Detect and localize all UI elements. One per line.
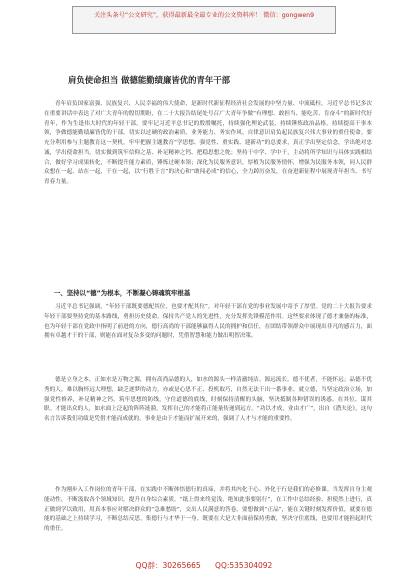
footer-contact: [0, 560, 408, 571]
section-paragraph: 作为刚步入工作岗位的青年干部，在实践中不断体悟德行的真谛，并将其内化于心、外化于行是我们的必修课。当发挥自身主观能动性，不断汲取各个领域知识，提升自身综合素质。“纸上得来终觉浅，绝知此事要躬行”，在工作中总结经验、担使然上进行，真正做到学以致用，用真本事应对解决群众的“急难愁盼”，交出人民满意的答卷。要想做到“正品”，能在关键时刻发挥价值，就要在德能的基础之上持续学习，不断总结反思，集德行与才华于一身。既要在大是大非面前保持勇敢，坚决守住底线，也要用才能担起时代的重任。: [44, 487, 372, 532]
intro-paragraph: 青年肩负国家富强、民族复兴、人民幸福的伟大使命，是新时代新征程经济社会发展的中坚力量、中流砥柱。习近平总书记多次在重要讲话中表达了对广大青年的殷切期盼，在二十大报告结尾处号召广大青年争做“有理想、敢担当、能吃苦、肯奋斗”的新时代好青年，作为生逢伟大时代的年轻干部，要牢记习近平总书记的殷殷嘱托，持续强化理论武装，持续锤炼政治品格，持续提高干事本领，争做德能勤绩廉皆优的干部。切实以过硬的政治素质、业务能力、务实作风、自律意识肩负起民族复兴伟大事业的重任使命。要充分利用参与主题教育这一契机，牢牢把握主题教育“学思想、强党性、重实践、建新功”的总要求，真正学出坚定信念，学出绝对忠诚，学出使命担当。切实做到筑牢信仰之基、补足精神之钙、把稳思想之舵；坚持干中学、学中干，主动将所学知识与具体实践相结合，做好学习成果转化，不断提升能力素质，锤炼过硬本领；深化为民服务意识，厚植为民服务情怀，增强为民服务本领，同人民群众想在一起，站在一起，干在一起，以“行胜于言”的决心和“敢闯必成”的信心，全力踔厉奋发，在奋进新征程中展现青年担当、书写青春力量。: [44, 101, 372, 185]
qq-text: QQ:535304092: [215, 561, 273, 570]
section-paragraph: 习近平总书记强调，“年轻干部既要德配其位，也要才配其位”，对年轻干部在党的事业发展中寄予了厚望。党的二十大报告要求年轻干部要坚持党的基本路线，勇担历史使命，保持共产党人的先进性，充分发挥先锋模范作用。这些要求体现了德才兼备的标准，也为年轻干部在党政中指明了前进的方向，德行高尚的干部能够赢得人民的拥护和信任，在团结带领群众中展现出非凡的感召力，面拥有卓越才干的干部，则能在面对复杂多变的问题时，凭借智慧和能力做出明智决策。: [44, 304, 372, 340]
qq-group-text: QQ群：30265665: [135, 561, 201, 570]
section-heading: 一、坚持以“德”为根本，不断凝心铸魂筑牢根基: [54, 289, 191, 297]
promo-banner: 关注头条号“公文研究”，获得最新最全最专业的公文资料库！ 微信：gongwen9: [72, 6, 336, 34]
section-paragraph: 德是立身之本，正如水是万物之源，拥有高尚品德的人，如水的源头一样清澈纯洁、源远流长。德不优者，不能怀远；品德不优秀的人，难以胸怀远大理想，缺乏逐梦的动力，亦或是心思不正、投机取巧，自然无法干出一番事业、就立德，当坚定政治立场，加强党性修养，补足精神之钙，筑牢思想的防线，守住道德的底线，时刻保持清醒的头脑，坚决抵制各种错误的诱惑。在其位、谋其职。才能出众的人，如水面上泛起的阵阵涟漪，发挥自己的才能将正能量传递到远方。“功以才成，业由才广”，出自《潜夫论》，这句名言告诉我们功绩是凭借才能而成就的，事业是由于才能而扩展开来的，强调了人才与才能的重要性。: [44, 377, 372, 422]
document-title: 肩负使命担当 做德能勤绩廉皆优的青年干部: [68, 75, 231, 85]
